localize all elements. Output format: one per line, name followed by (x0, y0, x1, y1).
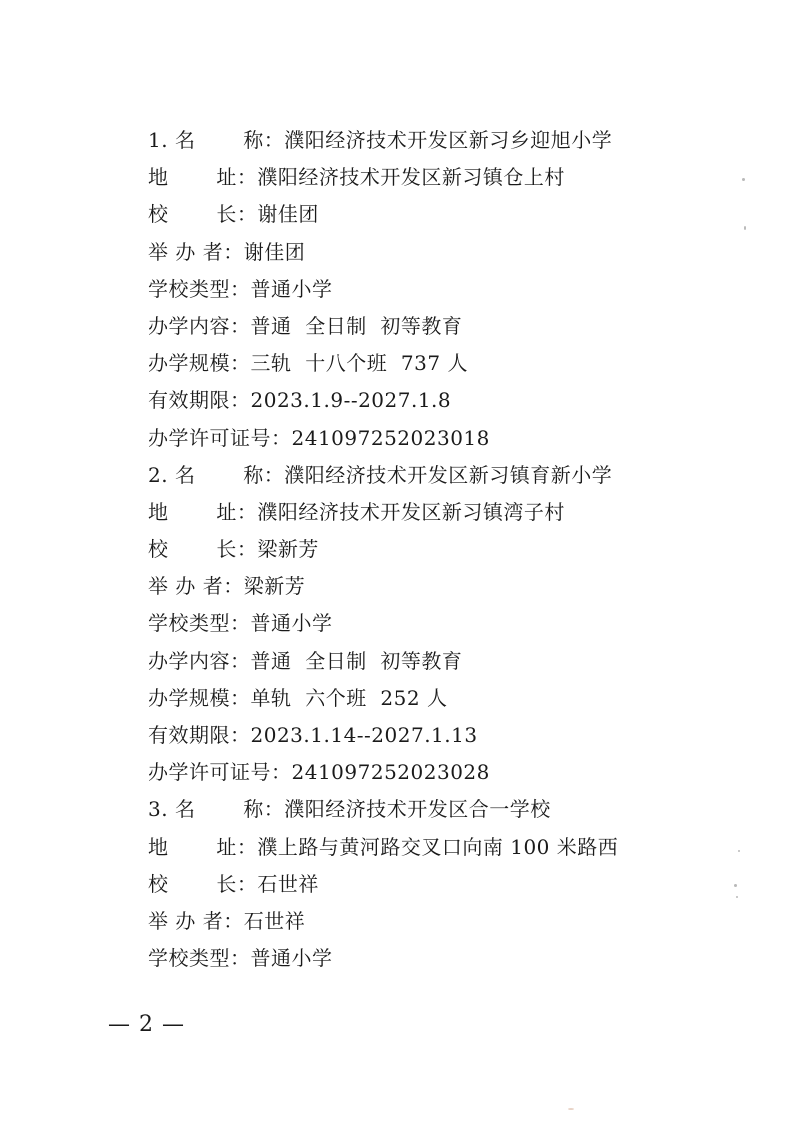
school-address: 濮阳经济技术开发区新习镇仓上村 (257, 165, 565, 190)
type-label: 学校类型： (148, 611, 251, 636)
school-name: 濮阳经济技术开发区新习镇育新小学 (284, 462, 613, 487)
content-label: 办学内容： (148, 313, 251, 338)
school-3-type-row (148, 940, 748, 977)
school-organizer: 梁新芳 (243, 574, 306, 599)
validity-label: 有效期限： (148, 723, 251, 747)
school-2-scale-row (148, 680, 748, 717)
school-organizer: 石世祥 (243, 908, 306, 933)
organizer-label: 举 办 者： (148, 239, 244, 264)
school-3-address-row (148, 829, 748, 866)
type-label: 学校类型： (148, 276, 251, 301)
school-type: 普通小学 (250, 946, 333, 971)
school-2-type-row (148, 605, 748, 642)
name-label: 1. 名 称： (148, 128, 285, 152)
school-address: 濮阳经济技术开发区新习镇湾子村 (257, 499, 565, 524)
principal-label: 校 长： (148, 202, 258, 227)
school-scale: 三轨 十八个班 737 人 (250, 351, 468, 376)
school-1-name-row (148, 122, 748, 159)
school-2-principal-row (148, 531, 748, 568)
school-1-address-row (148, 159, 748, 196)
school-address: 濮上路与黄河路交叉口向南 100 米路西 (257, 834, 619, 859)
scan-speck (736, 896, 738, 898)
school-2-validity-row (148, 717, 748, 754)
school-validity: 2023.1.9--2027.1.8 (250, 388, 452, 413)
school-content: 普通 全日制 初等教育 (250, 313, 463, 338)
principal-label: 校 长： (148, 871, 258, 896)
school-1-principal-row (148, 196, 748, 233)
school-content: 普通 全日制 初等教育 (250, 648, 463, 673)
name-label: 3. 名 称： (148, 797, 285, 822)
license-label: 办学许可证号： (148, 425, 292, 450)
organizer-label: 举 办 者： (148, 908, 244, 933)
address-label: 地 址： (148, 499, 258, 524)
school-type: 普通小学 (250, 611, 333, 636)
school-3-organizer-row (148, 903, 748, 940)
school-validity: 2023.1.14--2027.1.13 (250, 723, 478, 747)
organizer-label: 举 办 者： (148, 574, 244, 599)
school-1-license-row (148, 420, 748, 457)
scale-label: 办学规模： (148, 351, 251, 376)
content-label: 办学内容： (148, 648, 251, 673)
school-1-organizer-row (148, 234, 748, 271)
school-principal: 梁新芳 (257, 537, 319, 562)
scan-speck (744, 226, 746, 230)
school-principal: 谢佳团 (257, 202, 319, 227)
scan-speck (742, 178, 745, 181)
school-2-organizer-row (148, 568, 748, 605)
school-2-content-row (148, 643, 748, 680)
scan-speck (738, 850, 740, 852)
school-1-validity-row (148, 382, 748, 419)
school-license: 241097252023018 (291, 425, 490, 450)
scan-speck (734, 884, 737, 887)
school-3-principal-row (148, 866, 748, 903)
scan-speck (568, 1108, 574, 1110)
scale-label: 办学规模： (148, 685, 251, 710)
school-2-name-row (148, 457, 748, 494)
school-license: 241097252023028 (291, 760, 490, 785)
school-scale: 单轨 六个班 252 人 (250, 685, 448, 710)
school-name: 濮阳经济技术开发区合一学校 (284, 797, 551, 822)
school-principal: 石世祥 (257, 871, 319, 896)
school-type: 普通小学 (250, 276, 333, 301)
school-3-name-row (148, 791, 748, 828)
principal-label: 校 长： (148, 537, 258, 562)
school-2-license-row (148, 754, 748, 791)
page-number: — 2 — (108, 1012, 185, 1037)
school-1-content-row (148, 308, 748, 345)
type-label: 学校类型： (148, 946, 251, 971)
school-1-scale-row (148, 345, 748, 382)
school-list (148, 122, 748, 977)
address-label: 地 址： (148, 165, 258, 190)
name-label: 2. 名 称： (148, 462, 285, 487)
address-label: 地 址： (148, 834, 258, 859)
school-organizer: 谢佳团 (243, 239, 306, 264)
validity-label: 有效期限： (148, 388, 251, 413)
school-1-type-row (148, 271, 748, 308)
school-2-address-row (148, 494, 748, 531)
license-label: 办学许可证号： (148, 760, 292, 785)
school-name: 濮阳经济技术开发区新习乡迎旭小学 (284, 128, 613, 152)
